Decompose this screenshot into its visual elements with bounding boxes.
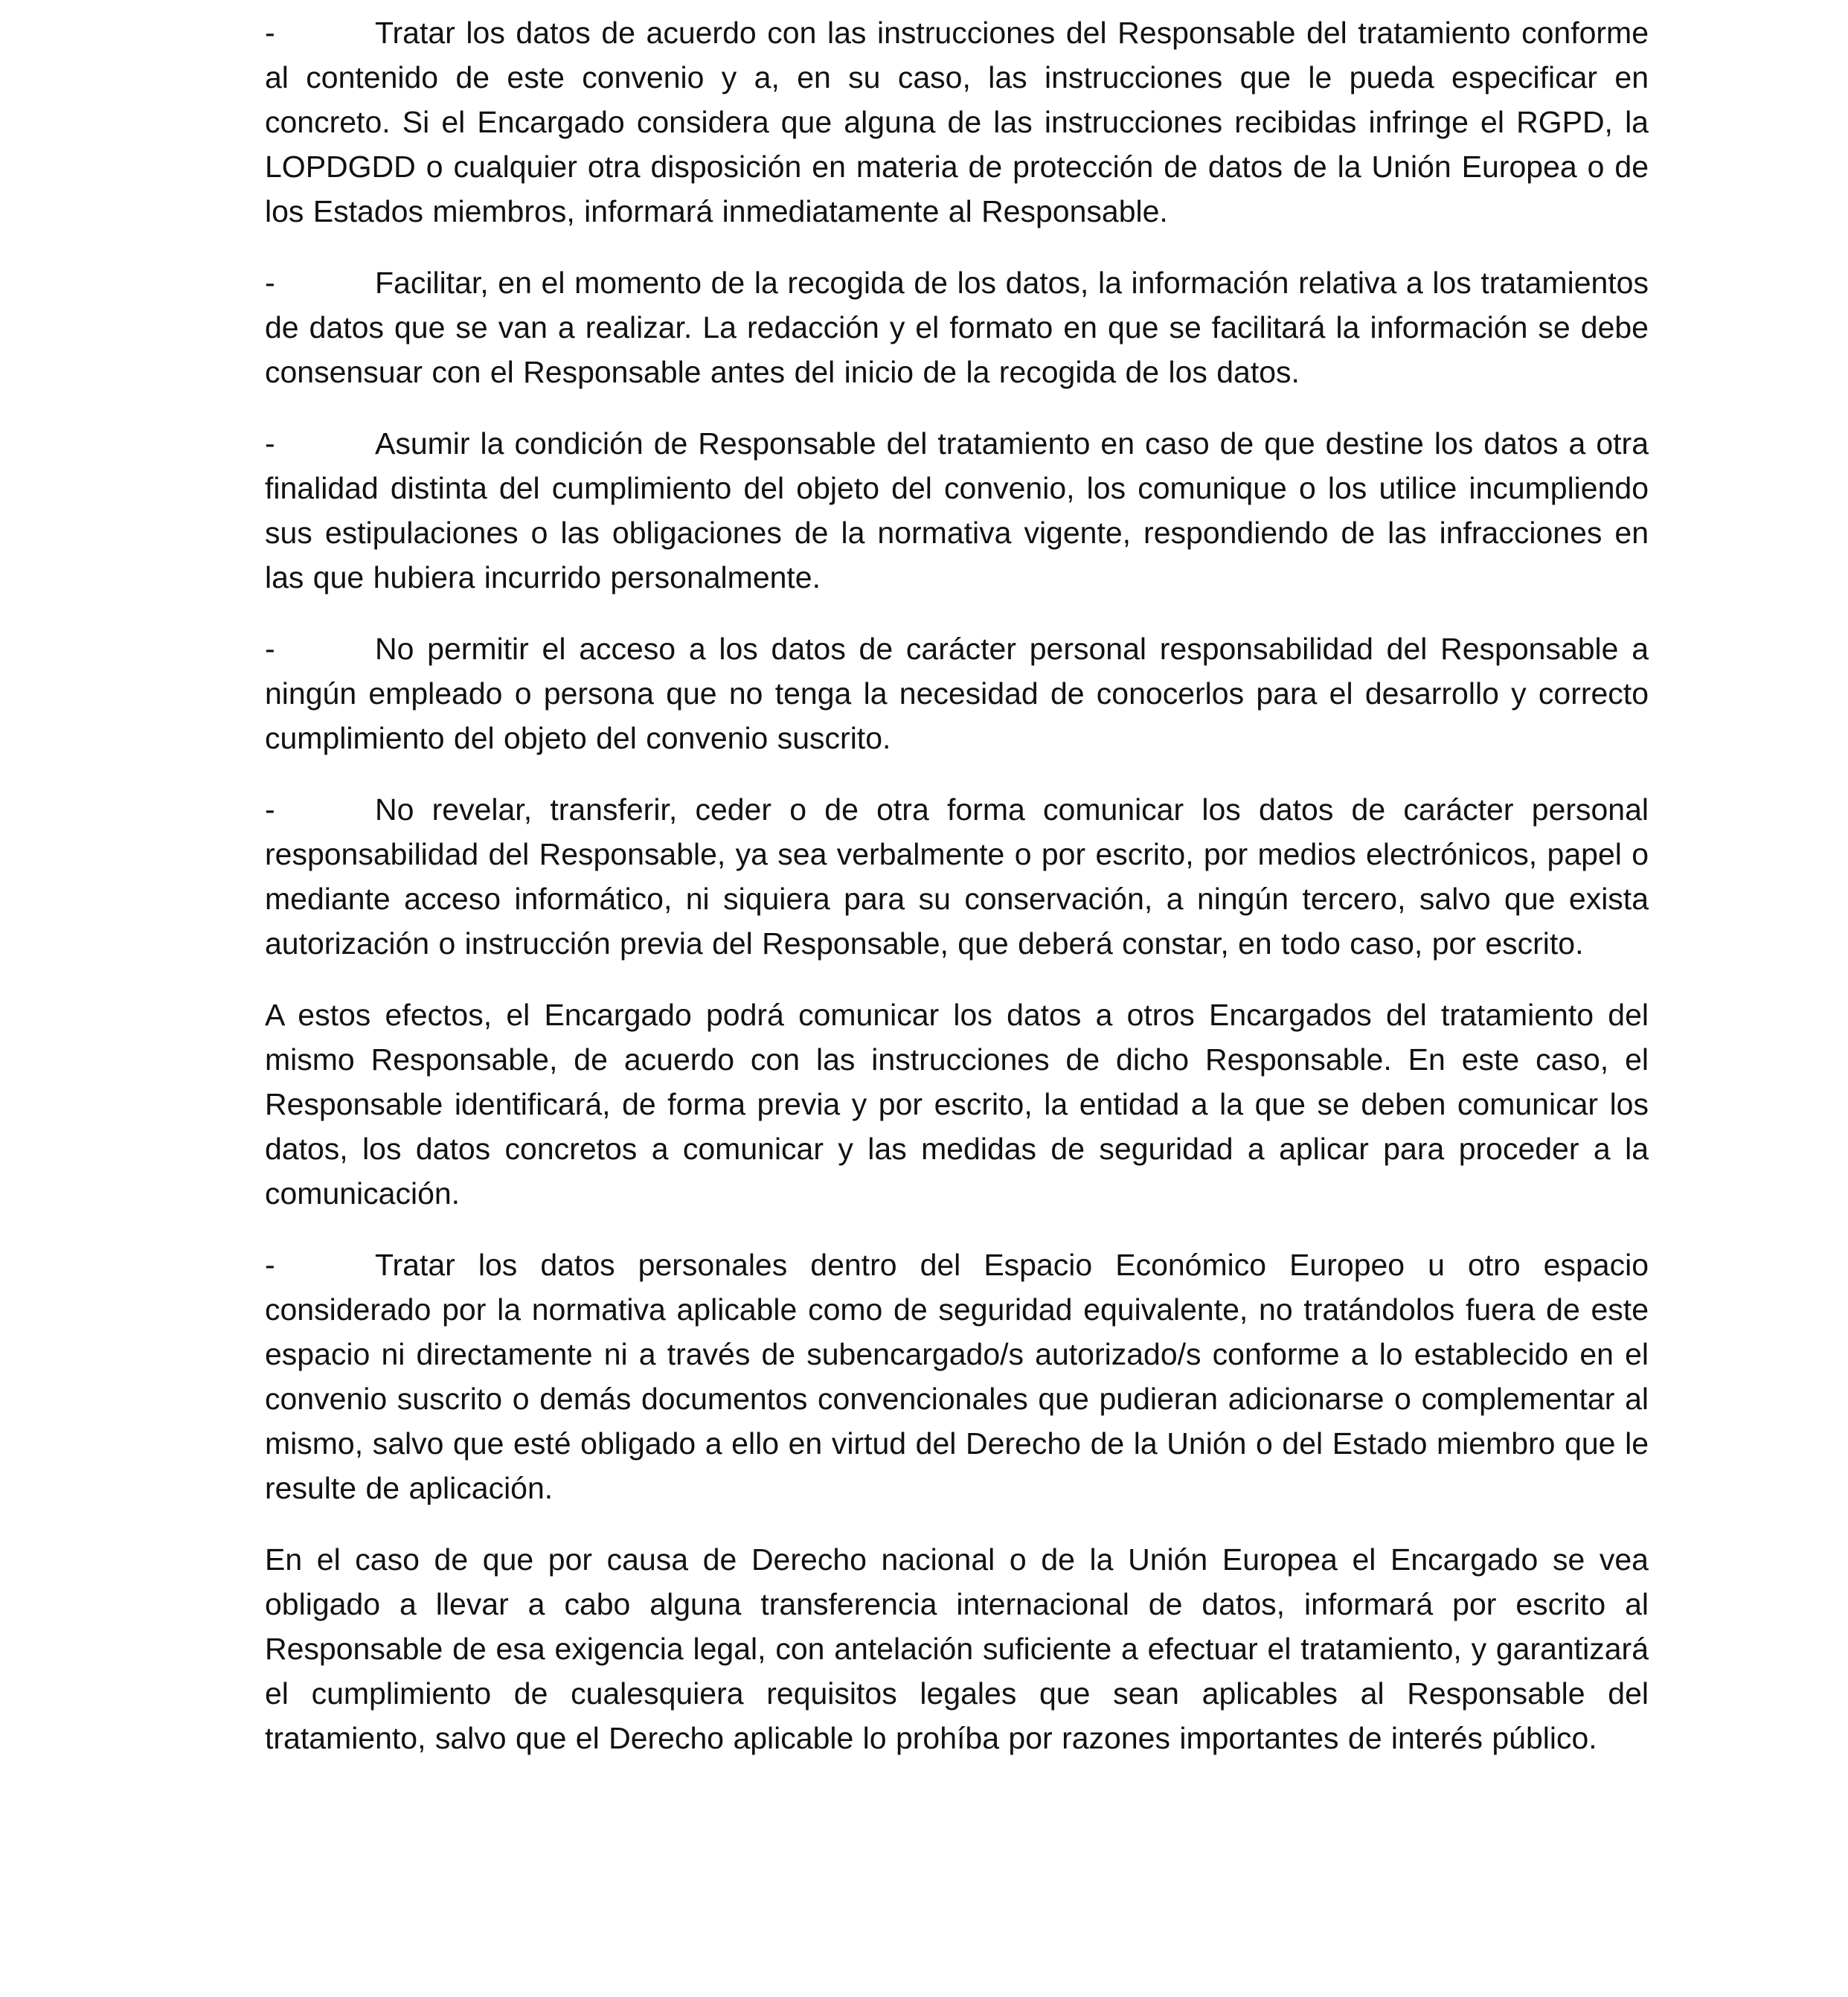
bullet-dash: - (265, 1248, 275, 1282)
paragraph-text: No permitir el acceso a los datos de carácter personal responsabilidad del Responsable a ningún empleado o persona que no tenga la necesidad de conocerlos para el desarrollo y correcto cumplimiento del objeto del convenio suscrito. (265, 632, 1649, 755)
bullet-dash: - (265, 792, 275, 827)
paragraph-3 (265, 421, 1649, 600)
paragraph-text: Facilitar, en el momento de la recogida de los datos, la información relativa a los tratamientos de datos que se van a realizar. La redacción y el formato en que se facilitará la información se debe consensuar con el Responsable antes del inicio de la recogida de los datos. (265, 266, 1649, 389)
bullet-dash: - (265, 426, 275, 461)
paragraph-6 (265, 993, 1649, 1216)
paragraph-4 (265, 626, 1649, 760)
paragraph-text: En el caso de que por causa de Derecho nacional o de la Unión Europea el Encargado se vea obligado a llevar a cabo alguna transferencia internacional de datos, informará por escrito al Responsable de esa exigencia legal, con antelación suficiente a efectuar el tratamiento, y garantizará el cumplimiento de cualesquiera requisitos legales que sean aplicables al Responsable del tratamiento, salvo que el Derecho aplicable lo prohíba por razones importantes de interés público. (265, 1542, 1649, 1755)
paragraph-text: A estos efectos, el Encargado podrá comunicar los datos a otros Encargados del tratamiento del mismo Responsable, de acuerdo con las instrucciones de dicho Responsable. En este caso, el Responsable identificará, de forma previa y por escrito, la entidad a la que se deben comunicar los datos, los datos concretos a comunicar y las medidas de seguridad a aplicar para proceder a la comunicación. (265, 998, 1649, 1211)
document-page (265, 10, 1649, 1787)
paragraph-2 (265, 260, 1649, 394)
paragraph-1 (265, 10, 1649, 234)
bullet-dash: - (265, 16, 275, 50)
paragraph-text: Tratar los datos personales dentro del Espacio Económico Europeo u otro espacio considerado por la normativa aplicable como de seguridad equivalente, no tratándolos fuera de este espacio ni directamente ni a través de subencargado/s autorizado/s conforme a lo establecido en el convenio suscrito o demás documentos convencionales que pudieran adicionarse o complementar al mismo, salvo que esté obligado a ello en virtud del Derecho de la Unión o del Estado miembro que le resulte de aplicación. (265, 1248, 1649, 1505)
paragraph-8 (265, 1537, 1649, 1760)
paragraph-5 (265, 787, 1649, 966)
paragraph-text: No revelar, transferir, ceder o de otra forma comunicar los datos de carácter personal responsabilidad del Responsable, ya sea verbalmente o por escrito, por medios electrónicos, papel o mediante acceso informático, ni siquiera para su conservación, a ningún tercero, salvo que exista autorización o instrucción previa del Responsable, que deberá constar, en todo caso, por escrito. (265, 792, 1649, 961)
paragraph-7 (265, 1243, 1649, 1510)
paragraph-text: Tratar los datos de acuerdo con las instrucciones del Responsable del tratamiento conforme al contenido de este convenio y a, en su caso, las instrucciones que le pueda especificar en concreto. Si el Encargado considera que alguna de las instrucciones recibidas infringe el RGPD, la LOPDGDD o cualquier otra disposición en materia de protección de datos de la Unión Europea o de los Estados miembros, informará inmediatamente al Responsable. (265, 16, 1649, 228)
bullet-dash: - (265, 266, 275, 300)
bullet-dash: - (265, 632, 275, 666)
paragraph-text: Asumir la condición de Responsable del tratamiento en caso de que destine los datos a otra finalidad distinta del cumplimiento del objeto del convenio, los comunique o los utilice incumpliendo sus estipulaciones o las obligaciones de la normativa vigente, respondiendo de las infracciones en las que hubiera incurrido personalmente. (265, 426, 1649, 594)
